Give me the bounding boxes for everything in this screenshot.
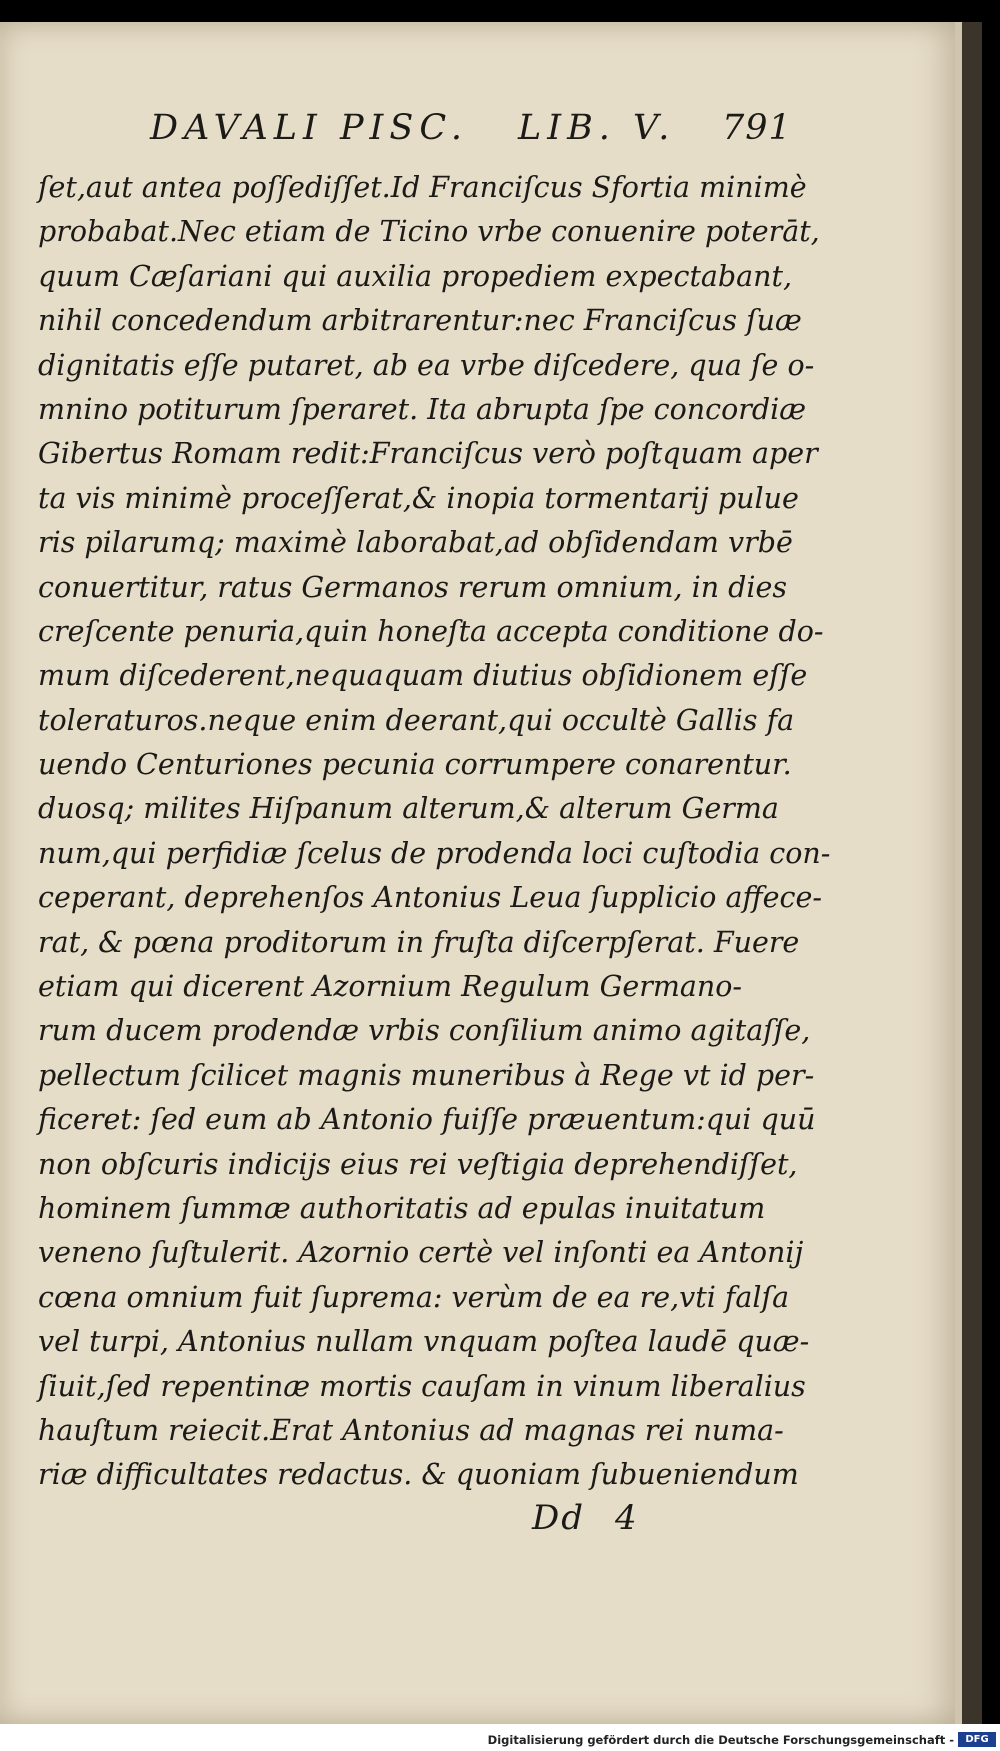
text-line: ſet,aut antea poſſediſſet.Id Franciſcus Sfortia minimè xyxy=(38,171,807,204)
signature-letters: Dd xyxy=(532,1498,586,1538)
text-line: hominem ſummæ authoritatis ad epulas inuitatum xyxy=(38,1191,766,1225)
text-line: uendo Centuriones pecunia corrumpere conarentur. xyxy=(38,748,792,782)
text-line: dignitatis eſſe putaret, ab ea vrbe diſcedere, qua ſe o- xyxy=(38,348,815,382)
body-text xyxy=(38,166,831,1498)
signature-mark xyxy=(532,1498,639,1538)
text-line: mnino potiturum ſperaret. Ita abrupta ſpe concordiæ xyxy=(38,392,807,426)
text-line: nihil concedendum arbitrarentur:nec Franciſcus ſuæ xyxy=(38,304,802,338)
text-line: num,qui perfidiæ ſcelus de prodenda loci cuſtodia con- xyxy=(38,836,831,870)
text-line: pellectum ſcilicet magnis muneribus à Rege vt id per- xyxy=(38,1058,815,1092)
text-line: mum diſcederent,nequaquam diutius obſidionem eſſe xyxy=(38,659,808,693)
text-line: cœna omnium fuit ſuprema: verùm de ea re,vti falſa xyxy=(38,1280,790,1314)
page-number: 791 xyxy=(722,108,792,148)
text-line: duosq; milites Hiſpanum alterum,& alterum Germa xyxy=(38,792,779,826)
text-line: ris pilarumq; maximè laborabat,ad obſidendam vrbē xyxy=(38,526,793,560)
scan-border xyxy=(962,22,982,1724)
text-line: ſiuit,ſed repentinæ mortis cauſam in vinum liberalius xyxy=(38,1369,806,1403)
text-line: etiam qui dicerent Azornium Regulum Germano- xyxy=(38,970,743,1004)
text-line: quum Cæſariani qui auxilia propediem expectabant, xyxy=(38,259,793,293)
text-line: veneno ſuſtulerit. Azornio certè vel inſonti ea Antonij xyxy=(38,1236,804,1270)
text-line: hauſtum reiecit.Erat Antonius ad magnas rei numa- xyxy=(38,1413,784,1447)
dfg-logo: DFG xyxy=(958,1732,996,1747)
running-head-title: DAVALI PISC. xyxy=(150,108,468,148)
text-line: ta vis minimè proceſſerat,& inopia tormentarij pulue xyxy=(38,481,799,515)
text-line: vel turpi, Antonius nullam vnquam poſtea laudē quæ- xyxy=(38,1325,810,1359)
text-line: rum ducem prodendæ vrbis conſilium animo agitaſſe, xyxy=(38,1014,811,1048)
running-head-book: LIB. V. xyxy=(518,108,676,148)
funding-credit: Digitalisierung gefördert durch die Deutsche Forschungsgemeinschaft - xyxy=(487,1733,954,1747)
text-line: non obſcuris indicijs eius rei veſtigia deprehendiſſet, xyxy=(38,1147,798,1181)
text-line: probabat.Nec etiam de Ticino vrbe conuenire poterāt, xyxy=(38,215,820,249)
text-line: ceperant, deprehenſos Antonius Leua ſupplicio affece- xyxy=(38,881,822,915)
text-line: toleraturos.neque enim deerant,qui occultè Gallis fa xyxy=(38,703,795,737)
text-line: Gibertus Romam redit:Franciſcus verò poſtquam aper xyxy=(38,437,818,471)
running-head xyxy=(140,108,880,158)
text-line: conuertitur, ratus Germanos rerum omnium, in dies xyxy=(38,570,787,604)
signature-number: 4 xyxy=(615,1498,639,1538)
text-line: riæ difficultates redactus. & quoniam ſubueniendum xyxy=(38,1458,799,1492)
text-line: ficeret: ſed eum ab Antonio fuiſſe præuentum:qui quū xyxy=(38,1103,816,1137)
text-line: creſcente penuria,quin honeſta accepta conditione do- xyxy=(38,614,824,648)
text-line: rat, & pœna proditorum in fruſta diſcerpſerat. Fuere xyxy=(38,925,800,959)
